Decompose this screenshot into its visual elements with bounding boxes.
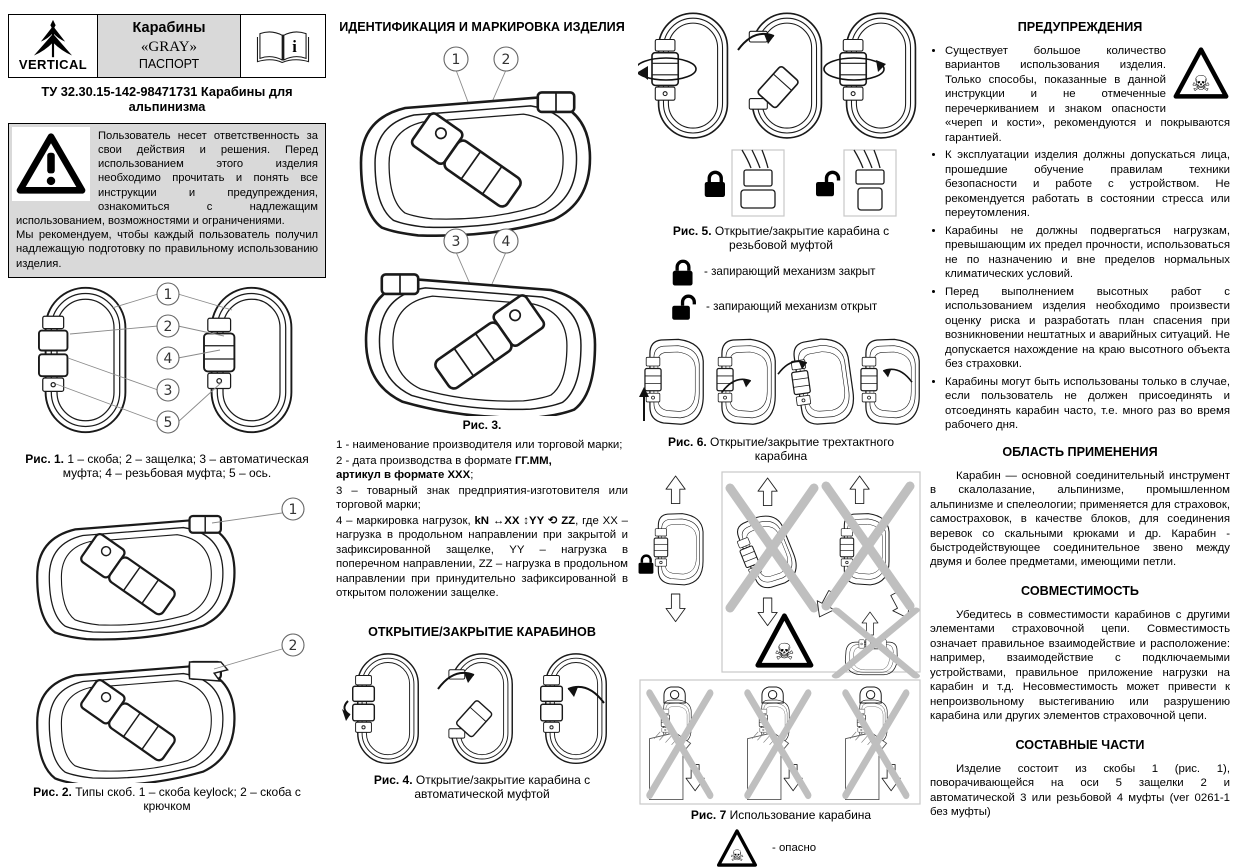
components-heading: СОСТАВНЫЕ ЧАСТИ (1015, 737, 1145, 752)
fig1-callout-2 (157, 315, 179, 337)
fig5-caption: Рис. 5. Открытие/закрытие карабина с резьбовой муфтой (672, 224, 890, 253)
components-paragraph: Изделие состоит из скобы 1 (рис. 1), поворачивающейся на оси 5 защелки 2 и автоматической 3 или резьбовой 4 муфты (ver 0261-1 без муфты) (930, 762, 1230, 819)
fig2-callout-2 (282, 634, 304, 656)
svg-text:4: 4 (501, 233, 511, 250)
svg-text:1: 1 (163, 286, 173, 303)
fig7-caption: Рис. 7 Использование карабина (690, 807, 872, 822)
svg-text:2: 2 (501, 51, 511, 68)
warning-paragraph-1: Пользователь несет ответственность за свои действия и решения. Перед использованием этого изделия необходимо прочитать и понять все инструкции и предупреждения, ознакомиться с надлежащим использованием, возможностями и ограничениями. (16, 129, 318, 227)
fig2-caption: Рис. 2. Типы скоб. 1 – скоба keylock; 2 – скоба с крючком (33, 784, 301, 814)
scope-heading: ОБЛАСТЬ ПРИМЕНЕНИЯ (1002, 444, 1158, 459)
marking-item-4: 4 – маркировка нагрузок, kN ↔XX ↕YY ⟲ ZZ, где XX – нагрузка в продольном направлении при закрытой и зафиксированной защелке, YY – нагрузка в поперечном направлении, ZZ – нагрузка в продольном направлении при принудительно зафиксированной в открытом положении защелке. (336, 514, 628, 600)
fig2-callout-1 (282, 498, 304, 520)
fig1-callout-1 (157, 283, 179, 305)
warning-bullet-2: • К эксплуатации изделия должны допускаться лица, прошедшие обучение правилам техники безопасности и работе с устройством. Не рекомендуется работать в состоянии стресса или переутомления. (945, 148, 1230, 220)
marking-item-2: 2 - дата производства в формате ГГ.ММ, артикул в формате XXX; (336, 454, 552, 482)
fig3-illustration (336, 44, 628, 416)
product-title: Карабины (132, 20, 206, 37)
fig2-illustration (8, 487, 326, 783)
document-type: ПАСПОРТ (138, 56, 200, 71)
fig3-callout-1 (444, 47, 468, 71)
fig1-callout-5 (157, 411, 179, 433)
svg-text:3: 3 (163, 382, 173, 399)
column-2 (336, 14, 628, 807)
danger-legend: - опасно (716, 828, 924, 868)
product-title-cell (98, 15, 241, 77)
read-manual-book-icon (255, 26, 311, 66)
padlock-open-icon (672, 294, 696, 322)
fig1-illustration (8, 278, 326, 450)
svg-text:2: 2 (288, 637, 298, 654)
warning-bullet-4: • Перед выполнением высотных работ с использованием изделия необходимо произвести оценку риска и разработать план спасения при возникновении нештатных и аварийных ситуаций. Не допускается нахождение на краю высотного объекта без страховки. (945, 285, 1230, 372)
column-3 (638, 8, 924, 868)
tu-standard-line: ТУ 32.30.15-142-98471731 Карабины для альпинизма (41, 84, 293, 115)
warnings-list (930, 44, 1230, 433)
logo-text: VERTICAL (18, 56, 88, 72)
warning-bullet-3: • Карабины не должны подвергаться нагрузкам, превышающим их предел прочности, использоваться не по назначению и вне пределов нормальных климатических условий. (945, 224, 1230, 282)
opening-heading: ОТКРЫТИЕ/ЗАКРЫТИЕ КАРАБИНОВ (368, 624, 596, 639)
fig1-caption: Рис. 1. 1 – скоба; 2 – защелка; 3 – автоматическая муфта; 4 – резьбовая муфта; 5 – ось. (25, 451, 309, 481)
marking-item-1: 1 - наименование производителя или торговой марки; (336, 439, 623, 452)
warning-bullet-1: • Существует большое количество вариантов использования изделия. Только способы, показанные в данной инструкции и не отмеченные перечеркиванием и знаком опасности «череп и кости», рекомендуются и покрываются гарантией. (945, 44, 1230, 145)
warnings-heading: ПРЕДУПРЕЖДЕНИЯ (1017, 20, 1143, 34)
fig3-caption: Рис. 3. (462, 417, 502, 432)
svg-text:i: i (292, 36, 297, 56)
warning-bullet-5: • Карабины могут быть использованы только в случае, если пользователь не должен присоединять и отсоединять карабин часто, т.е. много раз во время рабочего дня. (945, 375, 1230, 433)
fig3-callout-4 (494, 229, 518, 253)
header-table (8, 14, 326, 78)
scope-paragraph: Карабин — основной соединительный инструмент в скалолазание, альпинизме, промышленном альпинизме и спелеологии; применяется для страховок, самостраховок, в качестве блоков, для соединения веревок со скальными крюками и др. Карабин - быстродействующее соединительное звено между двумя и более предметами, имеющими петли. (930, 469, 1230, 569)
compatibility-heading: СОВМЕСТИМОСТЬ (1021, 583, 1139, 598)
responsibility-warning-box (8, 123, 326, 278)
marking-list (336, 438, 628, 600)
fig3-callout-3 (444, 229, 468, 253)
fig1-callout-3 (157, 379, 179, 401)
skull-and-crossbones-triangle-icon (716, 828, 758, 868)
column-4 (930, 14, 1230, 826)
fig6-caption: Рис. 6. Открытие/закрытие трехтактного карабина (667, 434, 895, 464)
lock-open-legend: - запирающий механизм открыт (672, 294, 924, 322)
fig4-illustration (342, 649, 622, 771)
warning-paragraph-2: Мы рекомендуем, чтобы каждый пользователь получил надлежащую подготовку по правильному использованию изделия. (16, 229, 318, 270)
lock-closed-legend: - запирающий механизм закрыт (672, 259, 924, 287)
vertical-tree-logo-icon (27, 19, 79, 59)
fig3-callout-2 (494, 47, 518, 71)
fig6-illustration (638, 329, 924, 433)
exclamation-triangle-icon (12, 127, 90, 201)
brand-cell (9, 15, 98, 77)
fig7-illustration (638, 470, 924, 806)
identification-heading: ИДЕНТИФИКАЦИЯ И МАРКИРОВКА ИЗДЕЛИЯ (339, 20, 625, 34)
product-model: «GRAY» (140, 38, 198, 55)
fig1-callout-4 (157, 347, 179, 369)
svg-text:2: 2 (163, 318, 173, 335)
svg-text:5: 5 (163, 414, 173, 431)
column-1 (8, 14, 326, 819)
skull-and-crossbones-triangle-icon (1172, 46, 1230, 104)
fig4-caption: Рис. 4. Открытие/закрытие карабина с автоматической муфтой (373, 772, 591, 802)
fig5-illustration (638, 8, 924, 222)
svg-text:3: 3 (451, 233, 461, 250)
manual-cell (241, 15, 325, 77)
padlock-closed-icon (672, 259, 694, 287)
svg-text:1: 1 (288, 501, 298, 518)
compatibility-paragraph: Убедитесь в совместимости карабинов с другими элементами страховочной цепи. Совместимость означает правильное взаимодействие и расположение: например, взаимодействие с подключаемыми устройствами, правильное приложение нагрузки на карабин и т.д. Несовместимость может привести к непроизвольному выстегиванию или разрушению карабина или других элементов страховочной цепи. (930, 608, 1230, 723)
svg-text:4: 4 (163, 350, 173, 367)
marking-item-3: 3 – товарный знак предприятия-изготовителя или торговой марки; (336, 484, 628, 512)
svg-text:1: 1 (451, 51, 461, 68)
